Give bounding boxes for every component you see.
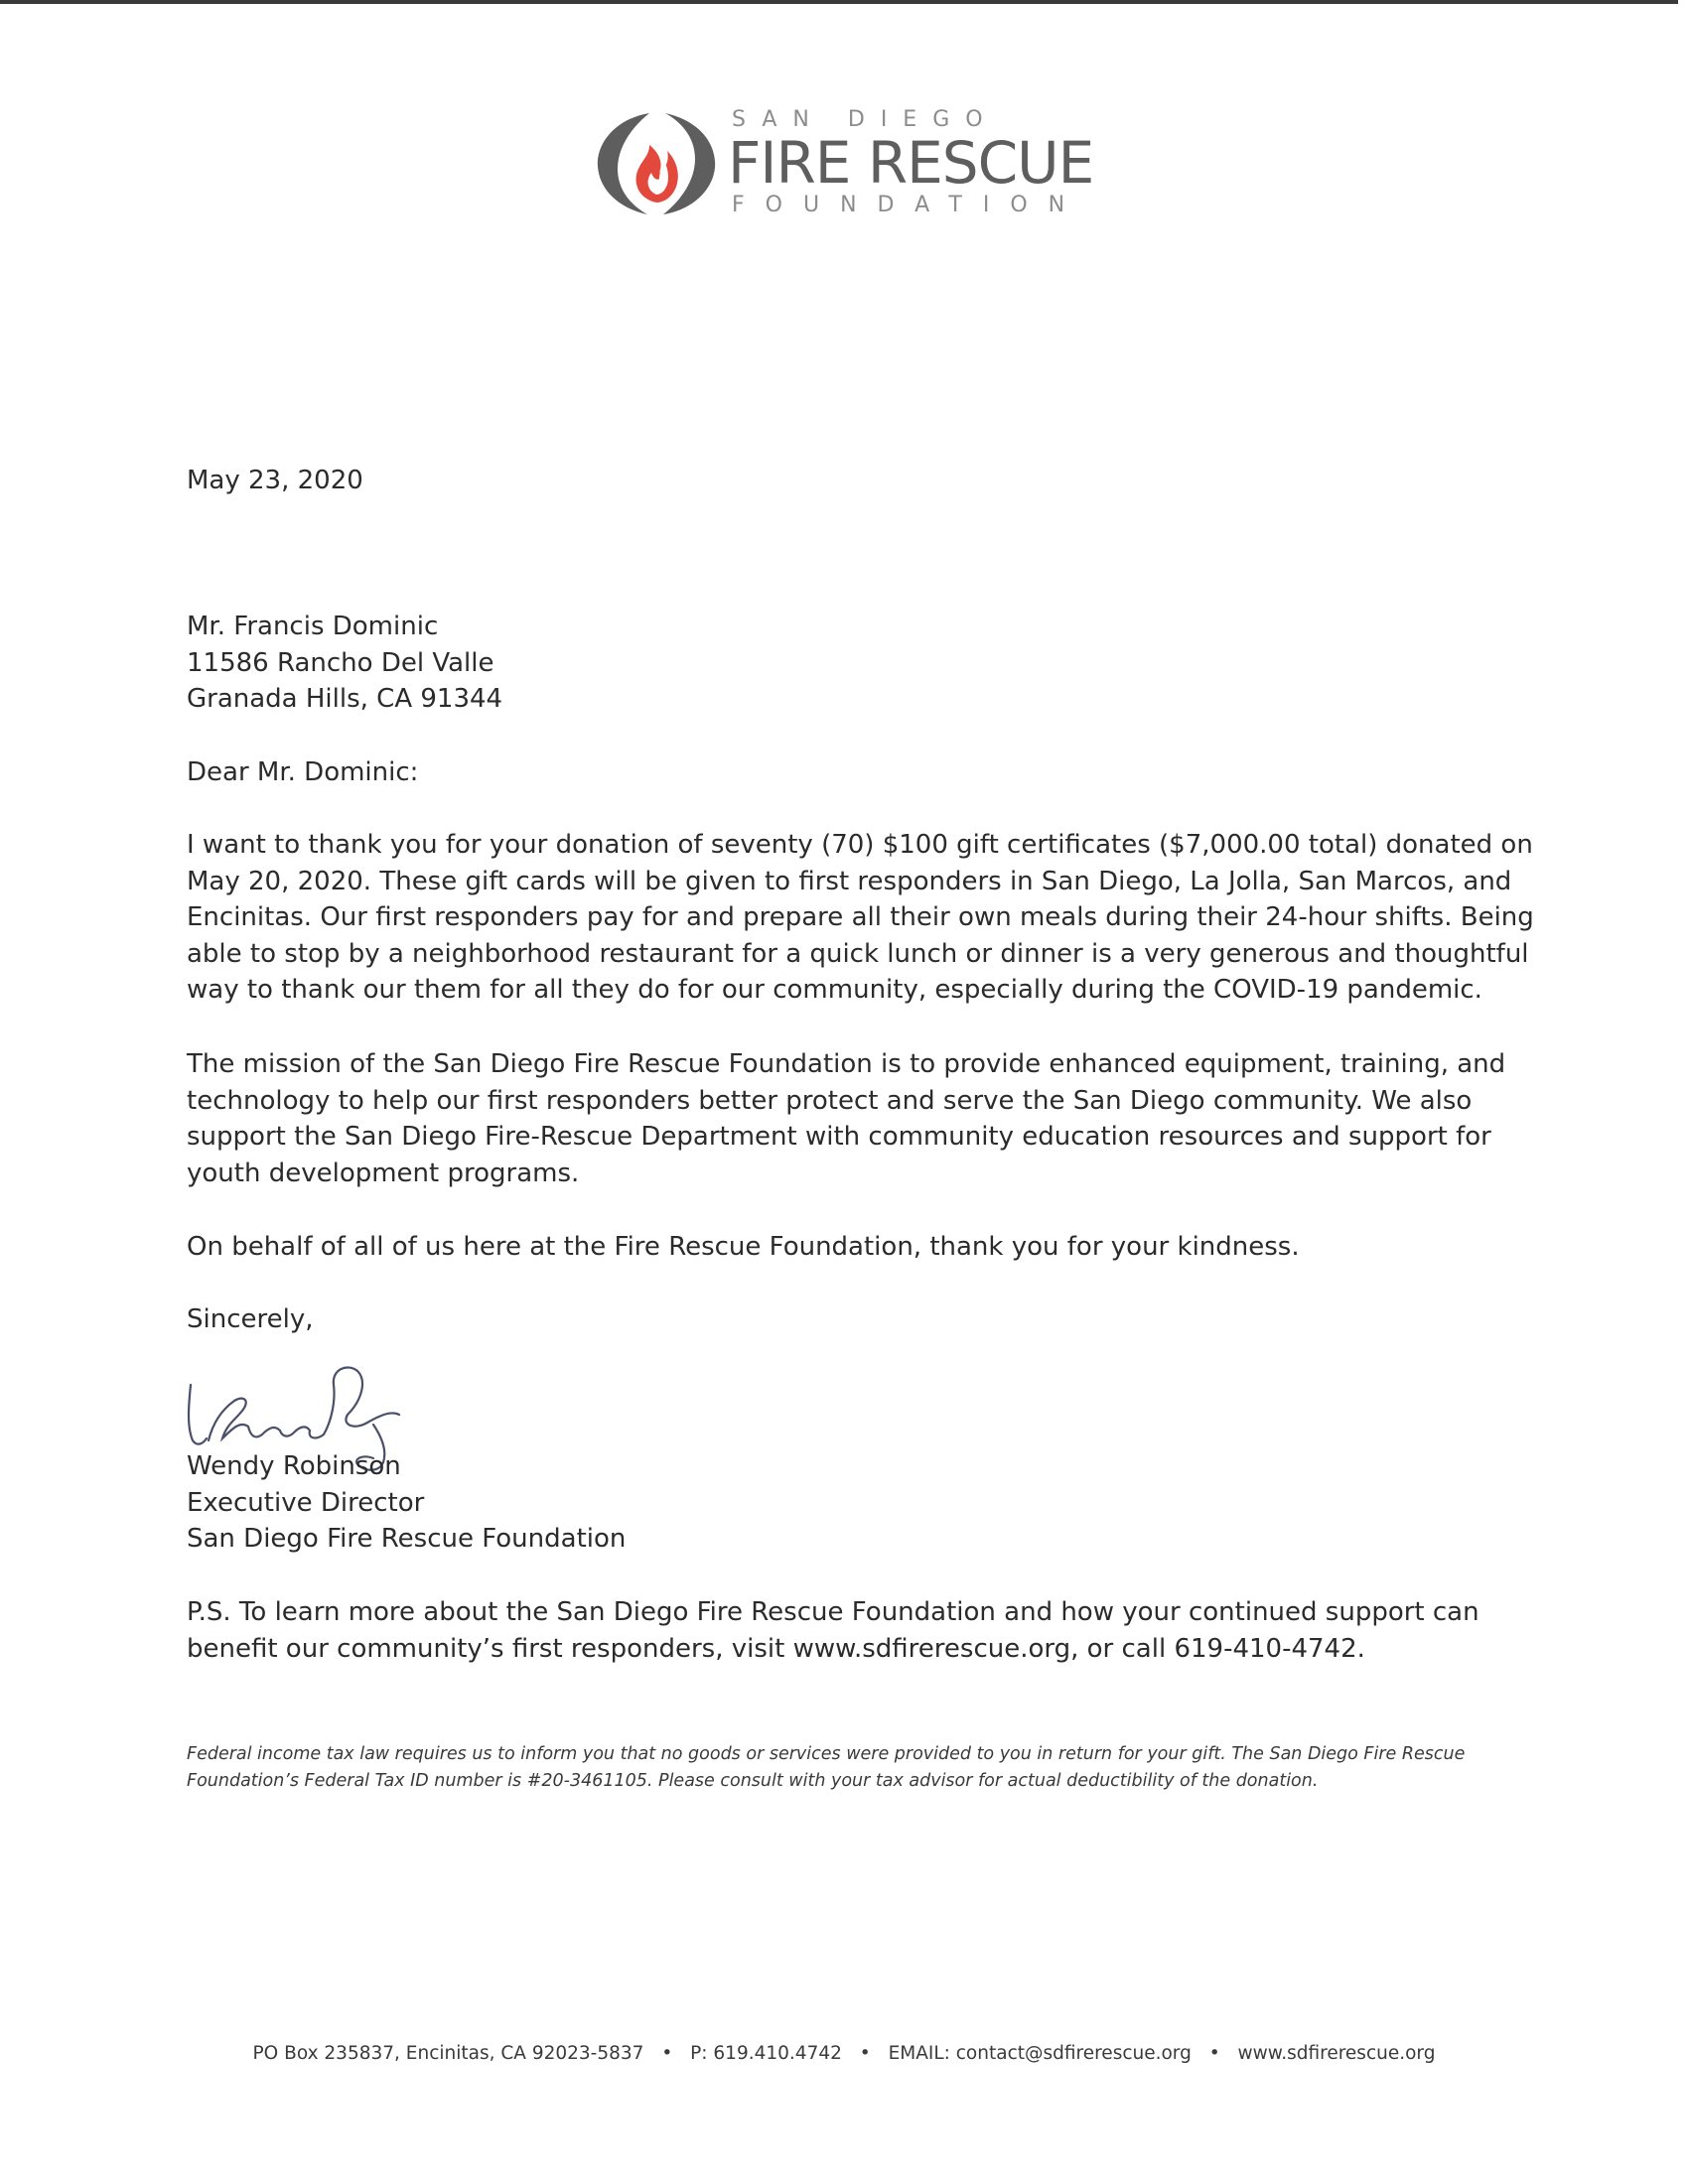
logo-text-san-diego: SAN DIEGO [732, 107, 999, 132]
footer-email: EMAIL: contact@sdfirerescue.org [888, 2043, 1192, 2064]
signer-name: Wendy Robinson [187, 1451, 401, 1481]
paragraph-line: May 20, 2020. These gift cards will be given to first responders in San Diego, La Jolla, San Marcos, and [187, 866, 1512, 896]
closing-line: Sincerely, [187, 1304, 314, 1334]
paragraph-line: I want to thank you for your donation of seventy (70) $100 gift certificates ($7,000.00 total) donated on [187, 830, 1533, 860]
footer-phone: P: 619.410.4742 [690, 2043, 842, 2064]
salutation-line: Dear Mr. Dominic: [187, 757, 419, 787]
date-line: May 23, 2020 [187, 466, 363, 495]
footer-separator: • [859, 2043, 871, 2064]
body-paragraph-mission [187, 1046, 1506, 1191]
footer-website: www.sdfirerescue.org [1237, 2043, 1436, 2064]
paragraph-line: The mission of the San Diego Fire Rescue Foundation is to provide enhanced equipment, training, and [187, 1049, 1506, 1079]
flame-hands-icon [594, 109, 719, 218]
signer-block [187, 1448, 1497, 1558]
letter-date [187, 463, 1497, 499]
paragraph-line: Encinitas. Our first responders pay for and prepare all their own meals during their 24-hour shifts. Being [187, 902, 1534, 932]
footer-separator: • [661, 2043, 673, 2064]
paragraph-line: technology to help our first responders better protect and serve the San Diego community. We also [187, 1085, 1473, 1116]
signer-organization: San Diego Fire Rescue Foundation [187, 1524, 627, 1554]
footer-address: PO Box 235837, Encinitas, CA 92023-5837 [252, 2043, 644, 2064]
recipient-street: 11586 Rancho Del Valle [187, 647, 494, 678]
tax-disclaimer-line: Foundation’s Federal Tax ID number is #20-3461105. Please consult with your tax advisor for actual deductibility of the donation. [187, 1771, 1319, 1791]
footer-contact [0, 2043, 1688, 2064]
paragraph-line: youth development programs. [187, 1158, 580, 1188]
postscript-line: benefit our community’s first responders, visit www.sdfirerescue.org, or call 619-410-4742. [187, 1633, 1365, 1664]
logo-text-foundation: FOUNDATION [732, 193, 1086, 217]
salutation [187, 754, 1497, 791]
signer-title: Executive Director [187, 1487, 425, 1518]
recipient-name: Mr. Francis Dominic [187, 612, 439, 641]
top-border-rule [0, 0, 1678, 4]
paragraph-line: On behalf of all of us here at the Fire Rescue Foundation, thank you for your kindness. [187, 1232, 1300, 1262]
body-paragraph-thanks [187, 827, 1534, 1009]
recipient-city-state-zip: Granada Hills, CA 91344 [187, 684, 503, 714]
footer-separator: • [1208, 2043, 1220, 2064]
tax-disclaimer-line: Federal income tax law requires us to inform you that no goods or services were provided to you in return for your gift. The San Diego Fire Rescue [187, 1744, 1466, 1764]
letterhead [594, 107, 1094, 221]
paragraph-line: way to thank our them for all they do for our community, especially during the COVID-19 pandemic. [187, 975, 1482, 1005]
closing [187, 1301, 1497, 1338]
recipient-address [187, 609, 1497, 718]
logo-text-fire-rescue: FIRE RESCUE [728, 129, 1094, 197]
paragraph-line: able to stop by a neighborhood restaurant for a quick lunch or dinner is a very generous and thoughtful [187, 938, 1529, 969]
body-paragraph-closing-thanks [187, 1229, 1497, 1266]
postscript [187, 1594, 1497, 1667]
paragraph-line: support the San Diego Fire-Rescue Department with community education resources and support for [187, 1122, 1491, 1152]
tax-disclaimer [187, 1741, 1497, 1795]
postscript-line: P.S. To learn more about the San Diego Fire Rescue Foundation and how your continued support can [187, 1597, 1479, 1627]
